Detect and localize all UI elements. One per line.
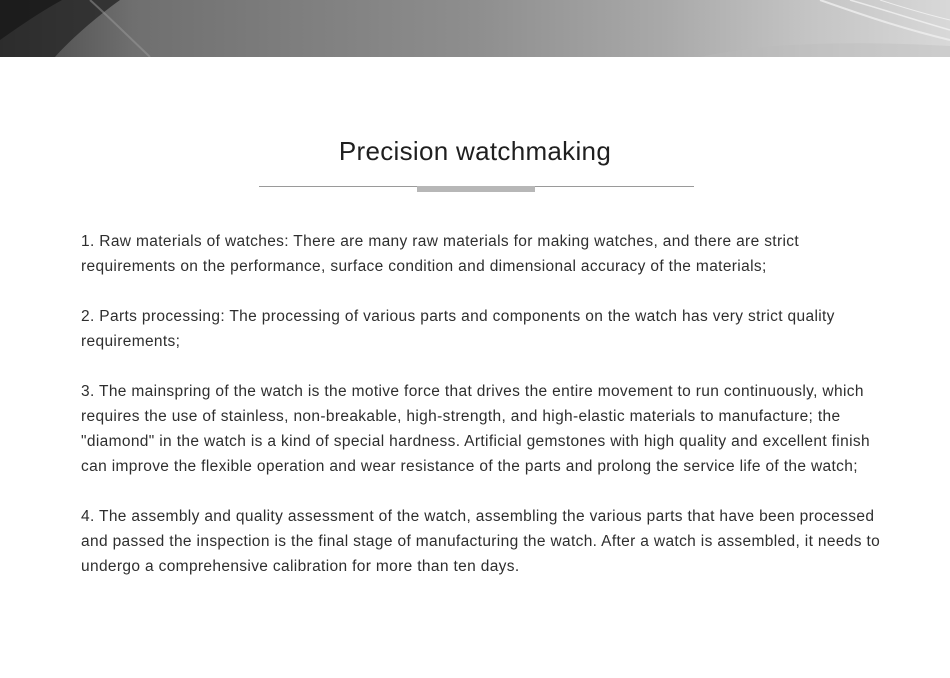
paragraph-mainspring: 3. The mainspring of the watch is the motive force that drives the entire movement to run continuously, which requires the use of stainless, non-breakable, high-strength, and high-elastic materials to manufacture; the "diamond" in the watch is a kind of special hardness. Artificial gemstones with high quality and excellent finish can improve the flexible operation and wear resistance of the parts and prolong the service life of the watch;: [81, 383, 870, 475]
paragraph-raw-materials: 1. Raw materials of watches: There are many raw materials for making watches, and there are strict requirements on the performance, surface condition and dimensional accuracy of the materials;: [81, 233, 800, 275]
header-banner-image: [0, 0, 950, 57]
title-divider-accent: [417, 186, 535, 192]
paragraph-assembly: 4. The assembly and quality assessment of the watch, assembling the various parts that have been processed and passed the inspection is the final stage of manufacturing the watch. After a watch is assembled, it needs to undergo a comprehensive calibration for more than ten days.: [81, 508, 881, 575]
description-text: [81, 229, 881, 604]
watch-detail-banner-icon: [0, 0, 950, 57]
section-title: Precision watchmaking: [338, 136, 612, 166]
paragraph-parts-processing: 2. Parts processing: The processing of various parts and components on the watch has very strict quality requirements;: [81, 308, 835, 350]
